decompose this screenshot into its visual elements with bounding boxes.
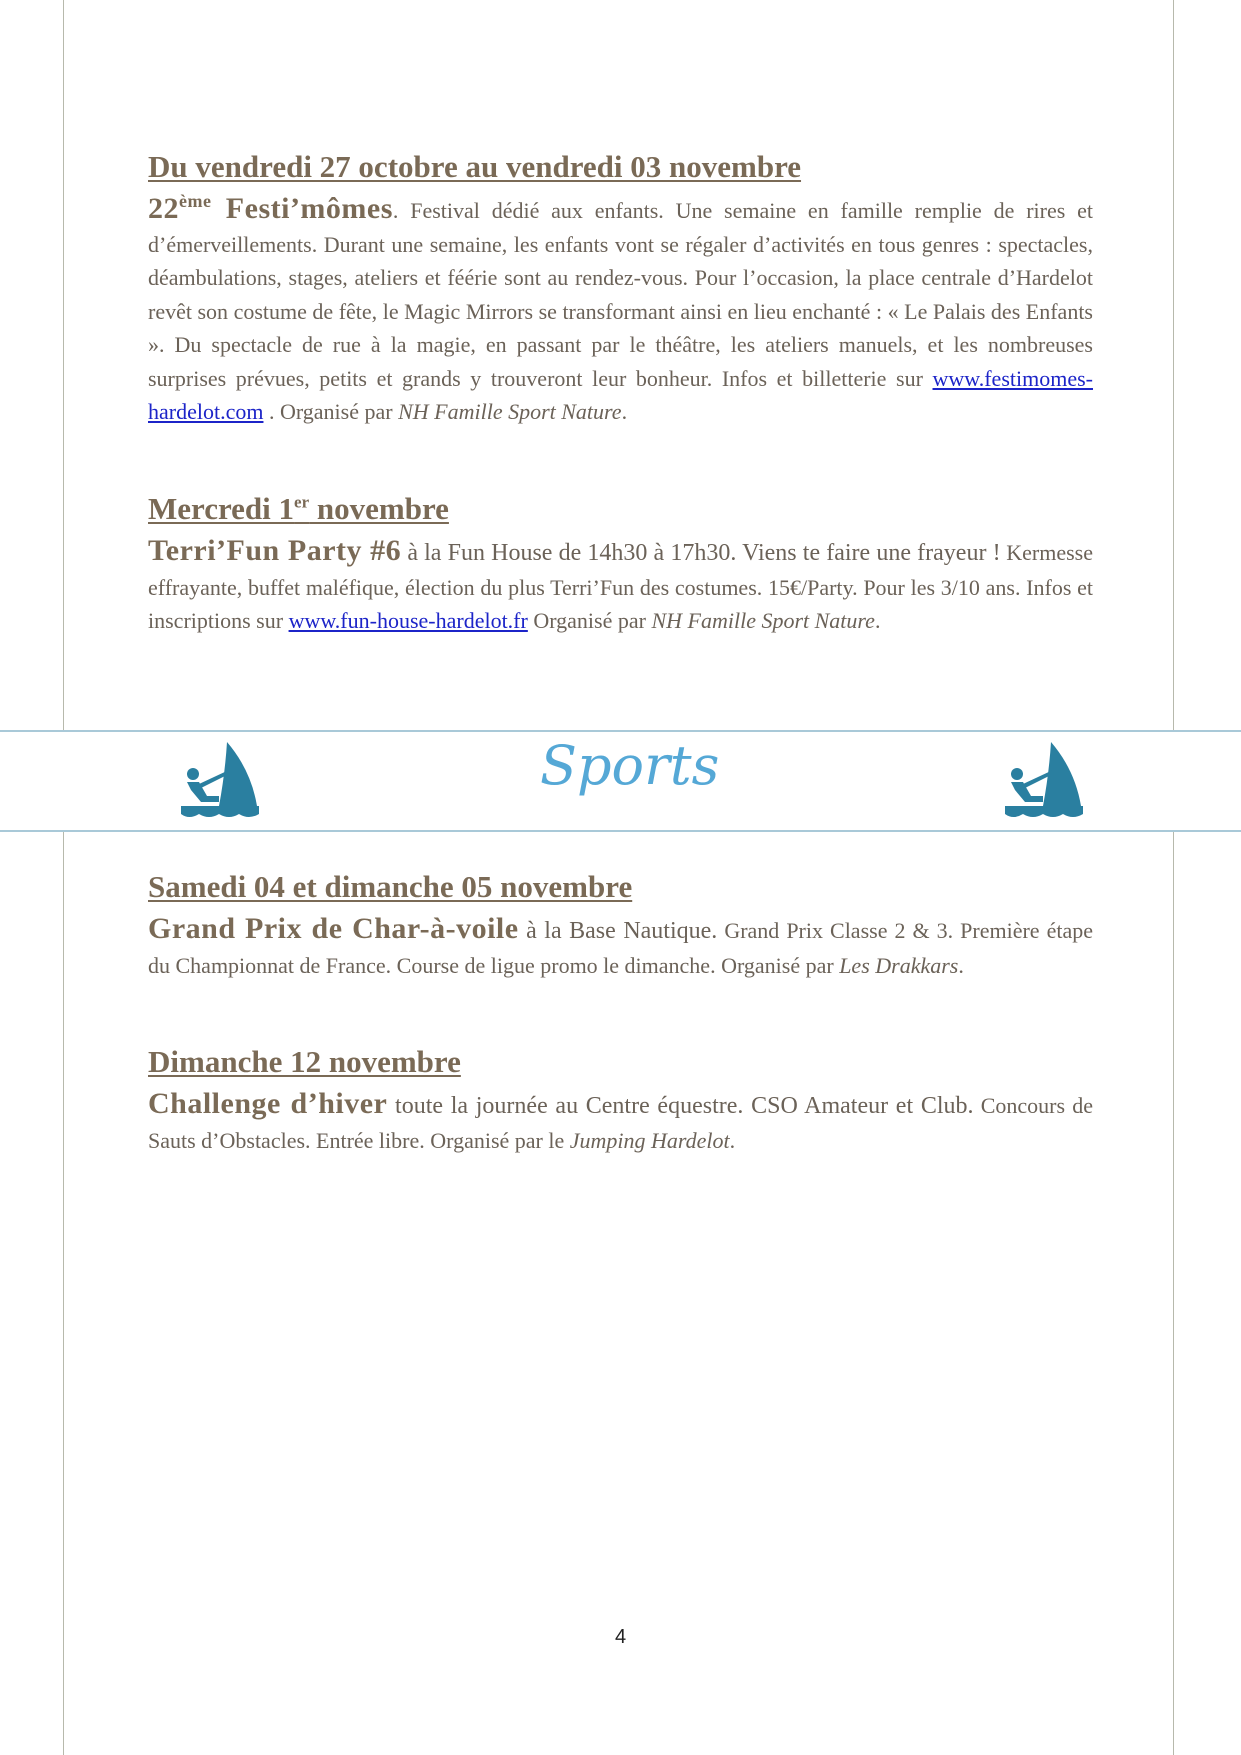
- event-link[interactable]: www.fun-house-hardelot.fr: [288, 608, 528, 633]
- event-date: Du vendredi 27 octobre au vendredi 03 novembre: [148, 149, 802, 184]
- divider: [0, 730, 1241, 732]
- event-title: Challenge d’hiver: [148, 1087, 388, 1120]
- event-description: Terri’Fun Party #6 à la Fun House de 14h30 à 17h30. Viens te faire une frayeur ! Kermesse effrayante, buffet maléfique, élection du plus Terri’Fun des costumes. 15€/Party. Pour les 3/10 ans. Infos et inscriptions sur www.fun-house-hardelot.fr Organisé par NH Famille Sport Nature.: [148, 534, 1093, 633]
- sailing-icon: [179, 740, 261, 822]
- event-description: Grand Prix de Char-à-voile à la Base Nautique. Grand Prix Classe 2 & 3. Première étape du Championnat de France. Course de ligue promo le dimanche. Organisé par Les Drakkars.: [148, 912, 1094, 978]
- event-description: 22ème Festi’mômes. Festival dédié aux enfants. Une semaine en famille remplie de rires et d’émerveillements. Durant une semaine, les enfants vont se régaler d’activités en tous genres : spectacles, déambulations, stages, ateliers et féérie sont au rendez-vous. Pour l’occasion, la place centrale d’Hardelot revêt son costume de fête, le Magic Mirrors se transformant ainsi en lieu enchanté : « Le Palais des Enfants ». Du spectacle de rue à la magie, en passant par le théâtre, les ateliers manuels, et les nombreuses surprises prévues, petits et grands y trouveront leur bonheur. Infos et billetterie sur www.festimomes-hardelot.com . Organisé par NH Famille Sport Nature.: [148, 191, 1093, 424]
- page-number: 4: [614, 1626, 627, 1648]
- event-organizer: Jumping Hardelot: [569, 1127, 730, 1153]
- event-date: Samedi 04 et dimanche 05 novembre: [148, 869, 633, 904]
- event-date: Mercredi 1er novembre: [148, 491, 449, 526]
- event-title: Terri’Fun Party #6: [148, 534, 402, 567]
- divider: [0, 830, 1241, 832]
- sailing-icon: [1003, 740, 1085, 822]
- event-date: Dimanche 12 novembre: [148, 1044, 461, 1079]
- event-title: 22ème Festi’mômes: [148, 191, 393, 225]
- page-border-left: [63, 832, 64, 1755]
- page-border-right: [1173, 0, 1174, 730]
- event-link[interactable]: www.festimomes-hardelot.com: [148, 365, 1093, 424]
- event-challenge-hiver: [148, 1043, 1093, 1157]
- event-organizer: NH Famille Sport Nature: [651, 608, 875, 633]
- event-terrifun: [148, 490, 1093, 638]
- event-char-a-voile: [148, 868, 1093, 982]
- section-title: Sports: [540, 734, 720, 797]
- event-festimomes: [148, 148, 1093, 429]
- section-header-sports: [0, 730, 1241, 832]
- event-description: Challenge d’hiver toute la journée au Centre équestre. CSO Amateur et Club. Concours de Sauts d’Obstacles. Entrée libre. Organisé par le Jumping Hardelot.: [148, 1087, 1093, 1153]
- event-organizer: NH Famille Sport Nature: [398, 399, 622, 424]
- page-border-right: [1173, 832, 1174, 1755]
- event-organizer: Les Drakkars: [839, 952, 959, 978]
- event-title: Grand Prix de Char-à-voile: [148, 912, 519, 945]
- page-border-left: [63, 0, 64, 730]
